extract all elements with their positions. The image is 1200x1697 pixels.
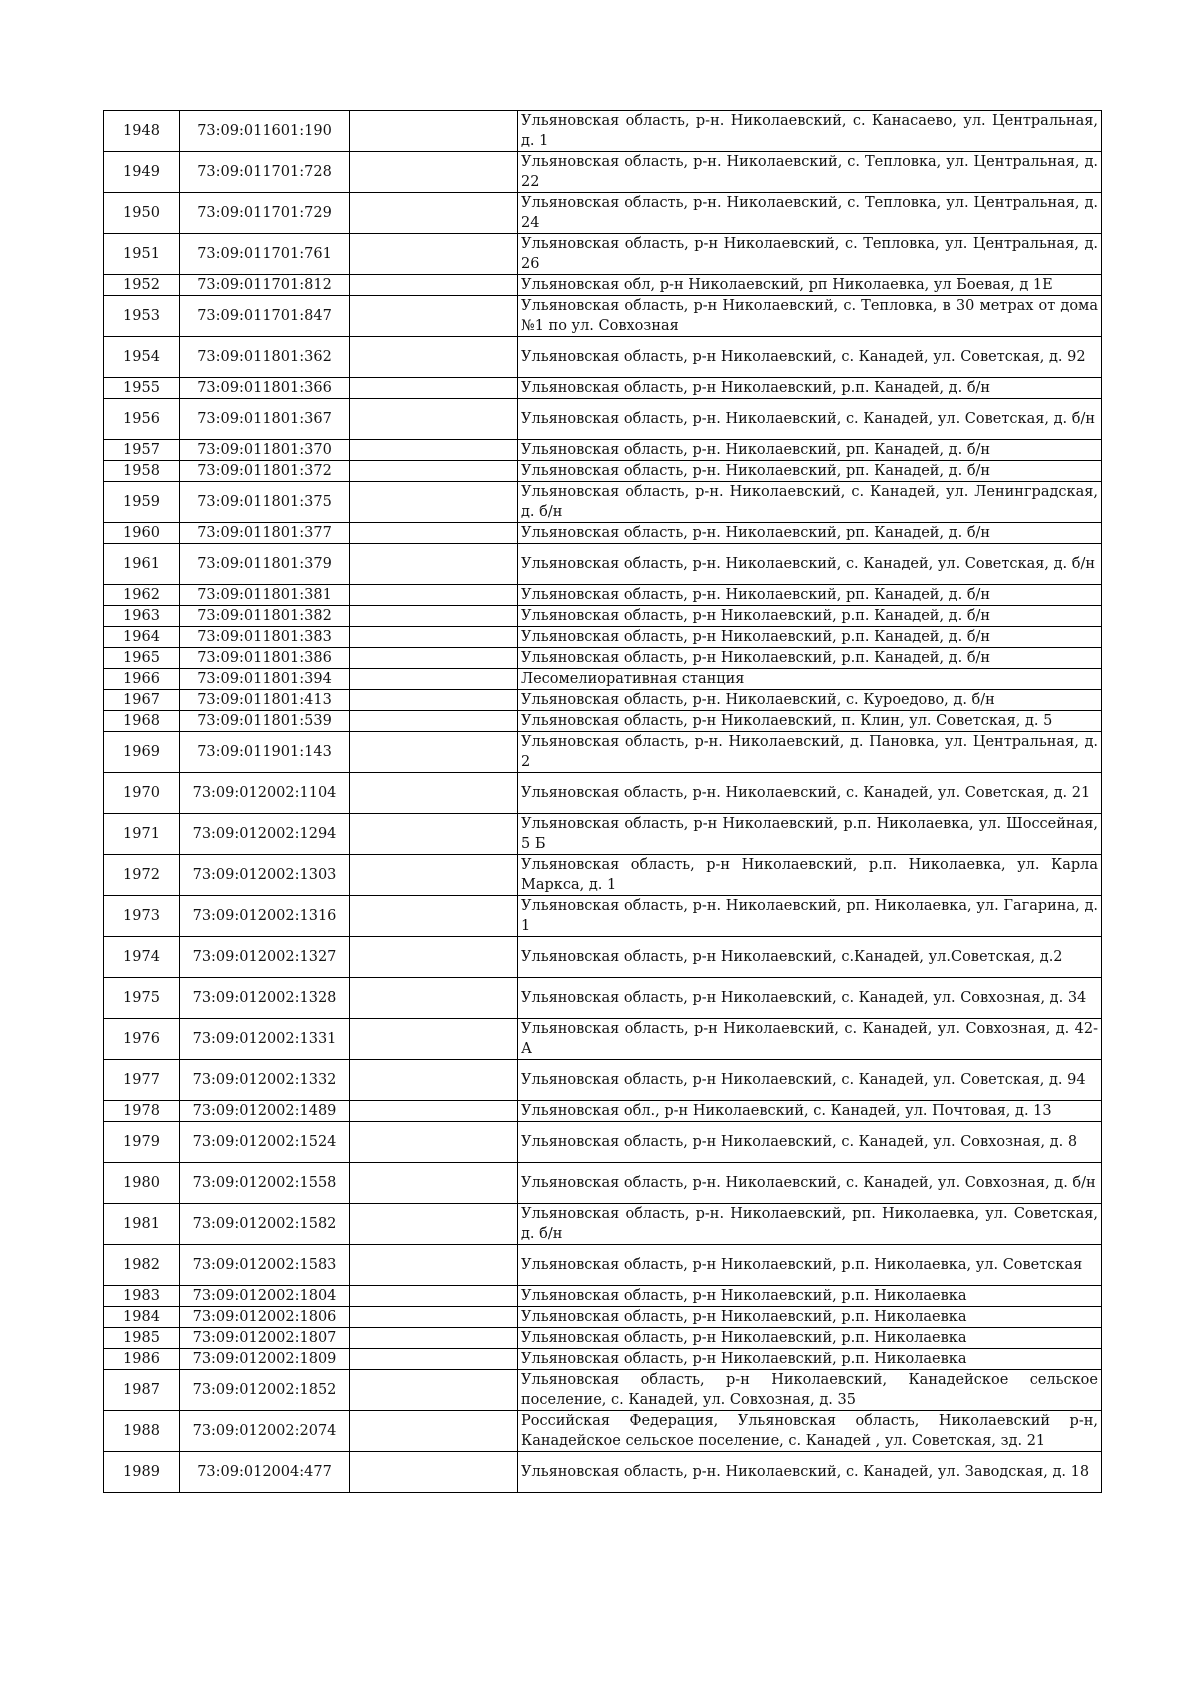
empty-cell [350, 1101, 518, 1122]
address-cell: Ульяновская область, р-н Николаевский, с.Канадей, ул.Советская, д.2 [518, 937, 1102, 978]
row-number-cell: 1974 [104, 937, 180, 978]
empty-cell [350, 1307, 518, 1328]
table-row [104, 1101, 1102, 1122]
table-row [104, 461, 1102, 482]
row-number-cell: 1948 [104, 111, 180, 152]
empty-cell [350, 814, 518, 855]
table-row [104, 1328, 1102, 1349]
row-number-cell: 1961 [104, 544, 180, 585]
empty-cell [350, 585, 518, 606]
address-cell: Ульяновская область, р-н. Николаевский, с. Канадей, ул. Заводская, д. 18 [518, 1452, 1102, 1493]
cadastral-number-cell: 73:09:011801:375 [180, 482, 350, 523]
address-cell: Ульяновская область, р-н Николаевский, р.п. Николаевка, ул. Советская [518, 1245, 1102, 1286]
registry-table-body [104, 111, 1102, 1493]
table-row [104, 1163, 1102, 1204]
cadastral-number-cell: 73:09:011801:383 [180, 627, 350, 648]
table-row [104, 1349, 1102, 1370]
table-row [104, 1245, 1102, 1286]
empty-cell [350, 1245, 518, 1286]
address-cell: Ульяновская область, р-н. Николаевский, рп. Канадей, д. б/н [518, 523, 1102, 544]
row-number-cell: 1970 [104, 773, 180, 814]
cadastral-number-cell: 73:09:012002:1852 [180, 1370, 350, 1411]
cadastral-number-cell: 73:09:012002:1558 [180, 1163, 350, 1204]
address-cell: Ульяновская область, р-н. Николаевский, с. Тепловка, ул. Центральная, д. 22 [518, 152, 1102, 193]
cadastral-number-cell: 73:09:011701:812 [180, 275, 350, 296]
cadastral-number-cell: 73:09:012002:1806 [180, 1307, 350, 1328]
cadastral-number-cell: 73:09:012002:1582 [180, 1204, 350, 1245]
row-number-cell: 1979 [104, 1122, 180, 1163]
empty-cell [350, 1204, 518, 1245]
row-number-cell: 1955 [104, 378, 180, 399]
empty-cell [350, 1019, 518, 1060]
cadastral-number-cell: 73:09:011701:761 [180, 234, 350, 275]
empty-cell [350, 378, 518, 399]
row-number-cell: 1953 [104, 296, 180, 337]
address-cell: Ульяновская область, р-н Николаевский, р.п. Николаевка, ул. Карла Маркса, д. 1 [518, 855, 1102, 896]
table-row [104, 1452, 1102, 1493]
property-registry-table [103, 110, 1102, 1493]
address-cell: Ульяновская область, р-н. Николаевский, с. Канадей, ул. Ленинградская, д. б/н [518, 482, 1102, 523]
empty-cell [350, 234, 518, 275]
address-cell: Ульяновская область, р-н. Николаевский, рп. Николаевка, ул. Советская, д. б/н [518, 1204, 1102, 1245]
empty-cell [350, 1328, 518, 1349]
row-number-cell: 1975 [104, 978, 180, 1019]
cadastral-number-cell: 73:09:011901:143 [180, 732, 350, 773]
table-row [104, 296, 1102, 337]
table-row [104, 482, 1102, 523]
row-number-cell: 1969 [104, 732, 180, 773]
table-row [104, 669, 1102, 690]
address-cell: Ульяновская область, р-н. Николаевский, рп. Николаевка, ул. Гагарина, д. 1 [518, 896, 1102, 937]
empty-cell [350, 855, 518, 896]
empty-cell [350, 896, 518, 937]
cadastral-number-cell: 73:09:012002:1583 [180, 1245, 350, 1286]
row-number-cell: 1967 [104, 690, 180, 711]
address-cell: Ульяновская область, р-н. Николаевский, с. Канасаево, ул. Центральная, д. 1 [518, 111, 1102, 152]
cadastral-number-cell: 73:09:012002:1316 [180, 896, 350, 937]
address-cell: Ульяновская область, р-н Николаевский, р.п. Канадей, д. б/н [518, 648, 1102, 669]
cadastral-number-cell: 73:09:011701:729 [180, 193, 350, 234]
row-number-cell: 1957 [104, 440, 180, 461]
empty-cell [350, 773, 518, 814]
row-number-cell: 1984 [104, 1307, 180, 1328]
cadastral-number-cell: 73:09:012002:1489 [180, 1101, 350, 1122]
table-row [104, 440, 1102, 461]
row-number-cell: 1950 [104, 193, 180, 234]
table-row [104, 648, 1102, 669]
row-number-cell: 1976 [104, 1019, 180, 1060]
cadastral-number-cell: 73:09:012002:1303 [180, 855, 350, 896]
row-number-cell: 1954 [104, 337, 180, 378]
cadastral-number-cell: 73:09:012002:1524 [180, 1122, 350, 1163]
row-number-cell: 1968 [104, 711, 180, 732]
table-row [104, 234, 1102, 275]
table-row [104, 627, 1102, 648]
empty-cell [350, 544, 518, 585]
table-row [104, 585, 1102, 606]
table-row [104, 1286, 1102, 1307]
address-cell: Ульяновская область, р-н Николаевский, п. Клин, ул. Советская, д. 5 [518, 711, 1102, 732]
cadastral-number-cell: 73:09:011801:413 [180, 690, 350, 711]
cadastral-number-cell: 73:09:012002:1328 [180, 978, 350, 1019]
empty-cell [350, 937, 518, 978]
address-cell: Ульяновская область, р-н. Николаевский, с. Тепловка, ул. Центральная, д. 24 [518, 193, 1102, 234]
table-row [104, 937, 1102, 978]
empty-cell [350, 1122, 518, 1163]
row-number-cell: 1988 [104, 1411, 180, 1452]
table-row [104, 1122, 1102, 1163]
address-cell: Ульяновская область, р-н Николаевский, р.п. Канадей, д. б/н [518, 627, 1102, 648]
row-number-cell: 1965 [104, 648, 180, 669]
address-cell: Ульяновская область, р-н Николаевский, с. Канадей, ул. Совхозная, д. 8 [518, 1122, 1102, 1163]
row-number-cell: 1982 [104, 1245, 180, 1286]
address-cell: Ульяновская область, р-н Николаевский, с. Канадей, ул. Советская, д. 92 [518, 337, 1102, 378]
table-row [104, 152, 1102, 193]
table-row [104, 544, 1102, 585]
cadastral-number-cell: 73:09:012002:1331 [180, 1019, 350, 1060]
cadastral-number-cell: 73:09:012002:1294 [180, 814, 350, 855]
table-row [104, 690, 1102, 711]
empty-cell [350, 732, 518, 773]
table-row [104, 732, 1102, 773]
row-number-cell: 1959 [104, 482, 180, 523]
cadastral-number-cell: 73:09:011801:382 [180, 606, 350, 627]
empty-cell [350, 1060, 518, 1101]
table-row [104, 1060, 1102, 1101]
address-cell: Ульяновская область, р-н Николаевский, с. Тепловка, в 30 метрах от дома №1 по ул. Совхозная [518, 296, 1102, 337]
row-number-cell: 1958 [104, 461, 180, 482]
address-cell: Ульяновская область, р-н Николаевский, с. Тепловка, ул. Центральная, д. 26 [518, 234, 1102, 275]
address-cell: Ульяновская область, р-н. Николаевский, с. Куроедово, д. б/н [518, 690, 1102, 711]
table-row [104, 523, 1102, 544]
cadastral-number-cell: 73:09:011801:377 [180, 523, 350, 544]
address-cell: Ульяновская область, р-н. Николаевский, д. Пановка, ул. Центральная, д. 2 [518, 732, 1102, 773]
row-number-cell: 1978 [104, 1101, 180, 1122]
cadastral-number-cell: 73:09:011801:539 [180, 711, 350, 732]
table-row [104, 1307, 1102, 1328]
row-number-cell: 1980 [104, 1163, 180, 1204]
empty-cell [350, 711, 518, 732]
address-cell: Ульяновская обл, р-н Николаевский, рп Николаевка, ул Боевая, д 1Е [518, 275, 1102, 296]
empty-cell [350, 627, 518, 648]
table-row [104, 711, 1102, 732]
address-cell: Ульяновская область, р-н Николаевский, р.п. Николаевка, ул. Шоссейная, 5 Б [518, 814, 1102, 855]
empty-cell [350, 978, 518, 1019]
address-cell: Ульяновская область, р-н. Николаевский, с. Канадей, ул. Советская, д. б/н [518, 399, 1102, 440]
address-cell: Ульяновская область, р-н Николаевский, р.п. Канадей, д. б/н [518, 378, 1102, 399]
row-number-cell: 1986 [104, 1349, 180, 1370]
empty-cell [350, 1349, 518, 1370]
table-row [104, 606, 1102, 627]
row-number-cell: 1963 [104, 606, 180, 627]
row-number-cell: 1960 [104, 523, 180, 544]
table-row [104, 193, 1102, 234]
row-number-cell: 1962 [104, 585, 180, 606]
empty-cell [350, 111, 518, 152]
empty-cell [350, 1411, 518, 1452]
cadastral-number-cell: 73:09:012002:2074 [180, 1411, 350, 1452]
empty-cell [350, 440, 518, 461]
table-row [104, 814, 1102, 855]
empty-cell [350, 1452, 518, 1493]
cadastral-number-cell: 73:09:011801:394 [180, 669, 350, 690]
table-row [104, 896, 1102, 937]
row-number-cell: 1985 [104, 1328, 180, 1349]
address-cell: Ульяновская область, р-н. Николаевский, с. Канадей, ул. Советская, д. б/н [518, 544, 1102, 585]
empty-cell [350, 296, 518, 337]
row-number-cell: 1983 [104, 1286, 180, 1307]
empty-cell [350, 606, 518, 627]
table-row [104, 1370, 1102, 1411]
empty-cell [350, 482, 518, 523]
address-cell: Российская Федерация, Ульяновская область, Николаевский р-н, Канадейское сельское поселение, с. Канадей , ул. Советская, зд. 21 [518, 1411, 1102, 1452]
cadastral-number-cell: 73:09:011801:367 [180, 399, 350, 440]
row-number-cell: 1966 [104, 669, 180, 690]
address-cell: Ульяновская область, р-н Николаевский, Канадейское сельское поселение, с. Канадей, ул. Совхозная, д. 35 [518, 1370, 1102, 1411]
empty-cell [350, 152, 518, 193]
row-number-cell: 1952 [104, 275, 180, 296]
address-cell: Ульяновская область, р-н Николаевский, с. Канадей, ул. Совхозная, д. 34 [518, 978, 1102, 1019]
table-row [104, 378, 1102, 399]
address-cell: Ульяновская область, р-н. Николаевский, рп. Канадей, д. б/н [518, 585, 1102, 606]
row-number-cell: 1987 [104, 1370, 180, 1411]
cadastral-number-cell: 73:09:011801:379 [180, 544, 350, 585]
address-cell: Ульяновская обл., р-н Николаевский, с. Канадей, ул. Почтовая, д. 13 [518, 1101, 1102, 1122]
empty-cell [350, 523, 518, 544]
table-row [104, 978, 1102, 1019]
empty-cell [350, 690, 518, 711]
row-number-cell: 1951 [104, 234, 180, 275]
address-cell: Ульяновская область, р-н Николаевский, р.п. Канадей, д. б/н [518, 606, 1102, 627]
empty-cell [350, 461, 518, 482]
table-row [104, 1204, 1102, 1245]
cadastral-number-cell: 73:09:011801:381 [180, 585, 350, 606]
cadastral-number-cell: 73:09:011801:372 [180, 461, 350, 482]
address-cell: Ульяновская область, р-н Николаевский, с. Канадей, ул. Совхозная, д. 42-А [518, 1019, 1102, 1060]
address-cell: Ульяновская область, р-н. Николаевский, рп. Канадей, д. б/н [518, 440, 1102, 461]
table-row [104, 111, 1102, 152]
cadastral-number-cell: 73:09:012004:477 [180, 1452, 350, 1493]
row-number-cell: 1981 [104, 1204, 180, 1245]
empty-cell [350, 1286, 518, 1307]
empty-cell [350, 648, 518, 669]
address-cell: Ульяновская область, р-н Николаевский, с. Канадей, ул. Советская, д. 94 [518, 1060, 1102, 1101]
table-row [104, 399, 1102, 440]
empty-cell [350, 1163, 518, 1204]
address-cell: Ульяновская область, р-н Николаевский, р.п. Николаевка [518, 1307, 1102, 1328]
cadastral-number-cell: 73:09:011801:370 [180, 440, 350, 461]
cadastral-number-cell: 73:09:011701:728 [180, 152, 350, 193]
table-row [104, 275, 1102, 296]
table-row [104, 855, 1102, 896]
cadastral-number-cell: 73:09:011801:386 [180, 648, 350, 669]
empty-cell [350, 193, 518, 234]
row-number-cell: 1956 [104, 399, 180, 440]
empty-cell [350, 337, 518, 378]
row-number-cell: 1972 [104, 855, 180, 896]
address-cell: Ульяновская область, р-н. Николаевский, с. Канадей, ул. Совхозная, д. б/н [518, 1163, 1102, 1204]
table-row [104, 1411, 1102, 1452]
cadastral-number-cell: 73:09:012002:1332 [180, 1060, 350, 1101]
empty-cell [350, 399, 518, 440]
cadastral-number-cell: 73:09:011601:190 [180, 111, 350, 152]
empty-cell [350, 275, 518, 296]
row-number-cell: 1977 [104, 1060, 180, 1101]
cadastral-number-cell: 73:09:012002:1807 [180, 1328, 350, 1349]
row-number-cell: 1989 [104, 1452, 180, 1493]
address-cell: Ульяновская область, р-н. Николаевский, рп. Канадей, д. б/н [518, 461, 1102, 482]
table-row [104, 337, 1102, 378]
cadastral-number-cell: 73:09:012002:1809 [180, 1349, 350, 1370]
row-number-cell: 1949 [104, 152, 180, 193]
row-number-cell: 1971 [104, 814, 180, 855]
address-cell: Ульяновская область, р-н Николаевский, р.п. Николаевка [518, 1286, 1102, 1307]
empty-cell [350, 669, 518, 690]
cadastral-number-cell: 73:09:011701:847 [180, 296, 350, 337]
address-cell: Ульяновская область, р-н. Николаевский, с. Канадей, ул. Советская, д. 21 [518, 773, 1102, 814]
empty-cell [350, 1370, 518, 1411]
cadastral-number-cell: 73:09:011801:366 [180, 378, 350, 399]
address-cell: Ульяновская область, р-н Николаевский, р.п. Николаевка [518, 1349, 1102, 1370]
table-row [104, 773, 1102, 814]
cadastral-number-cell: 73:09:012002:1104 [180, 773, 350, 814]
address-cell: Ульяновская область, р-н Николаевский, р.п. Николаевка [518, 1328, 1102, 1349]
row-number-cell: 1964 [104, 627, 180, 648]
address-cell: Лесомелиоративная станция [518, 669, 1102, 690]
cadastral-number-cell: 73:09:012002:1804 [180, 1286, 350, 1307]
table-row [104, 1019, 1102, 1060]
cadastral-number-cell: 73:09:011801:362 [180, 337, 350, 378]
cadastral-number-cell: 73:09:012002:1327 [180, 937, 350, 978]
row-number-cell: 1973 [104, 896, 180, 937]
